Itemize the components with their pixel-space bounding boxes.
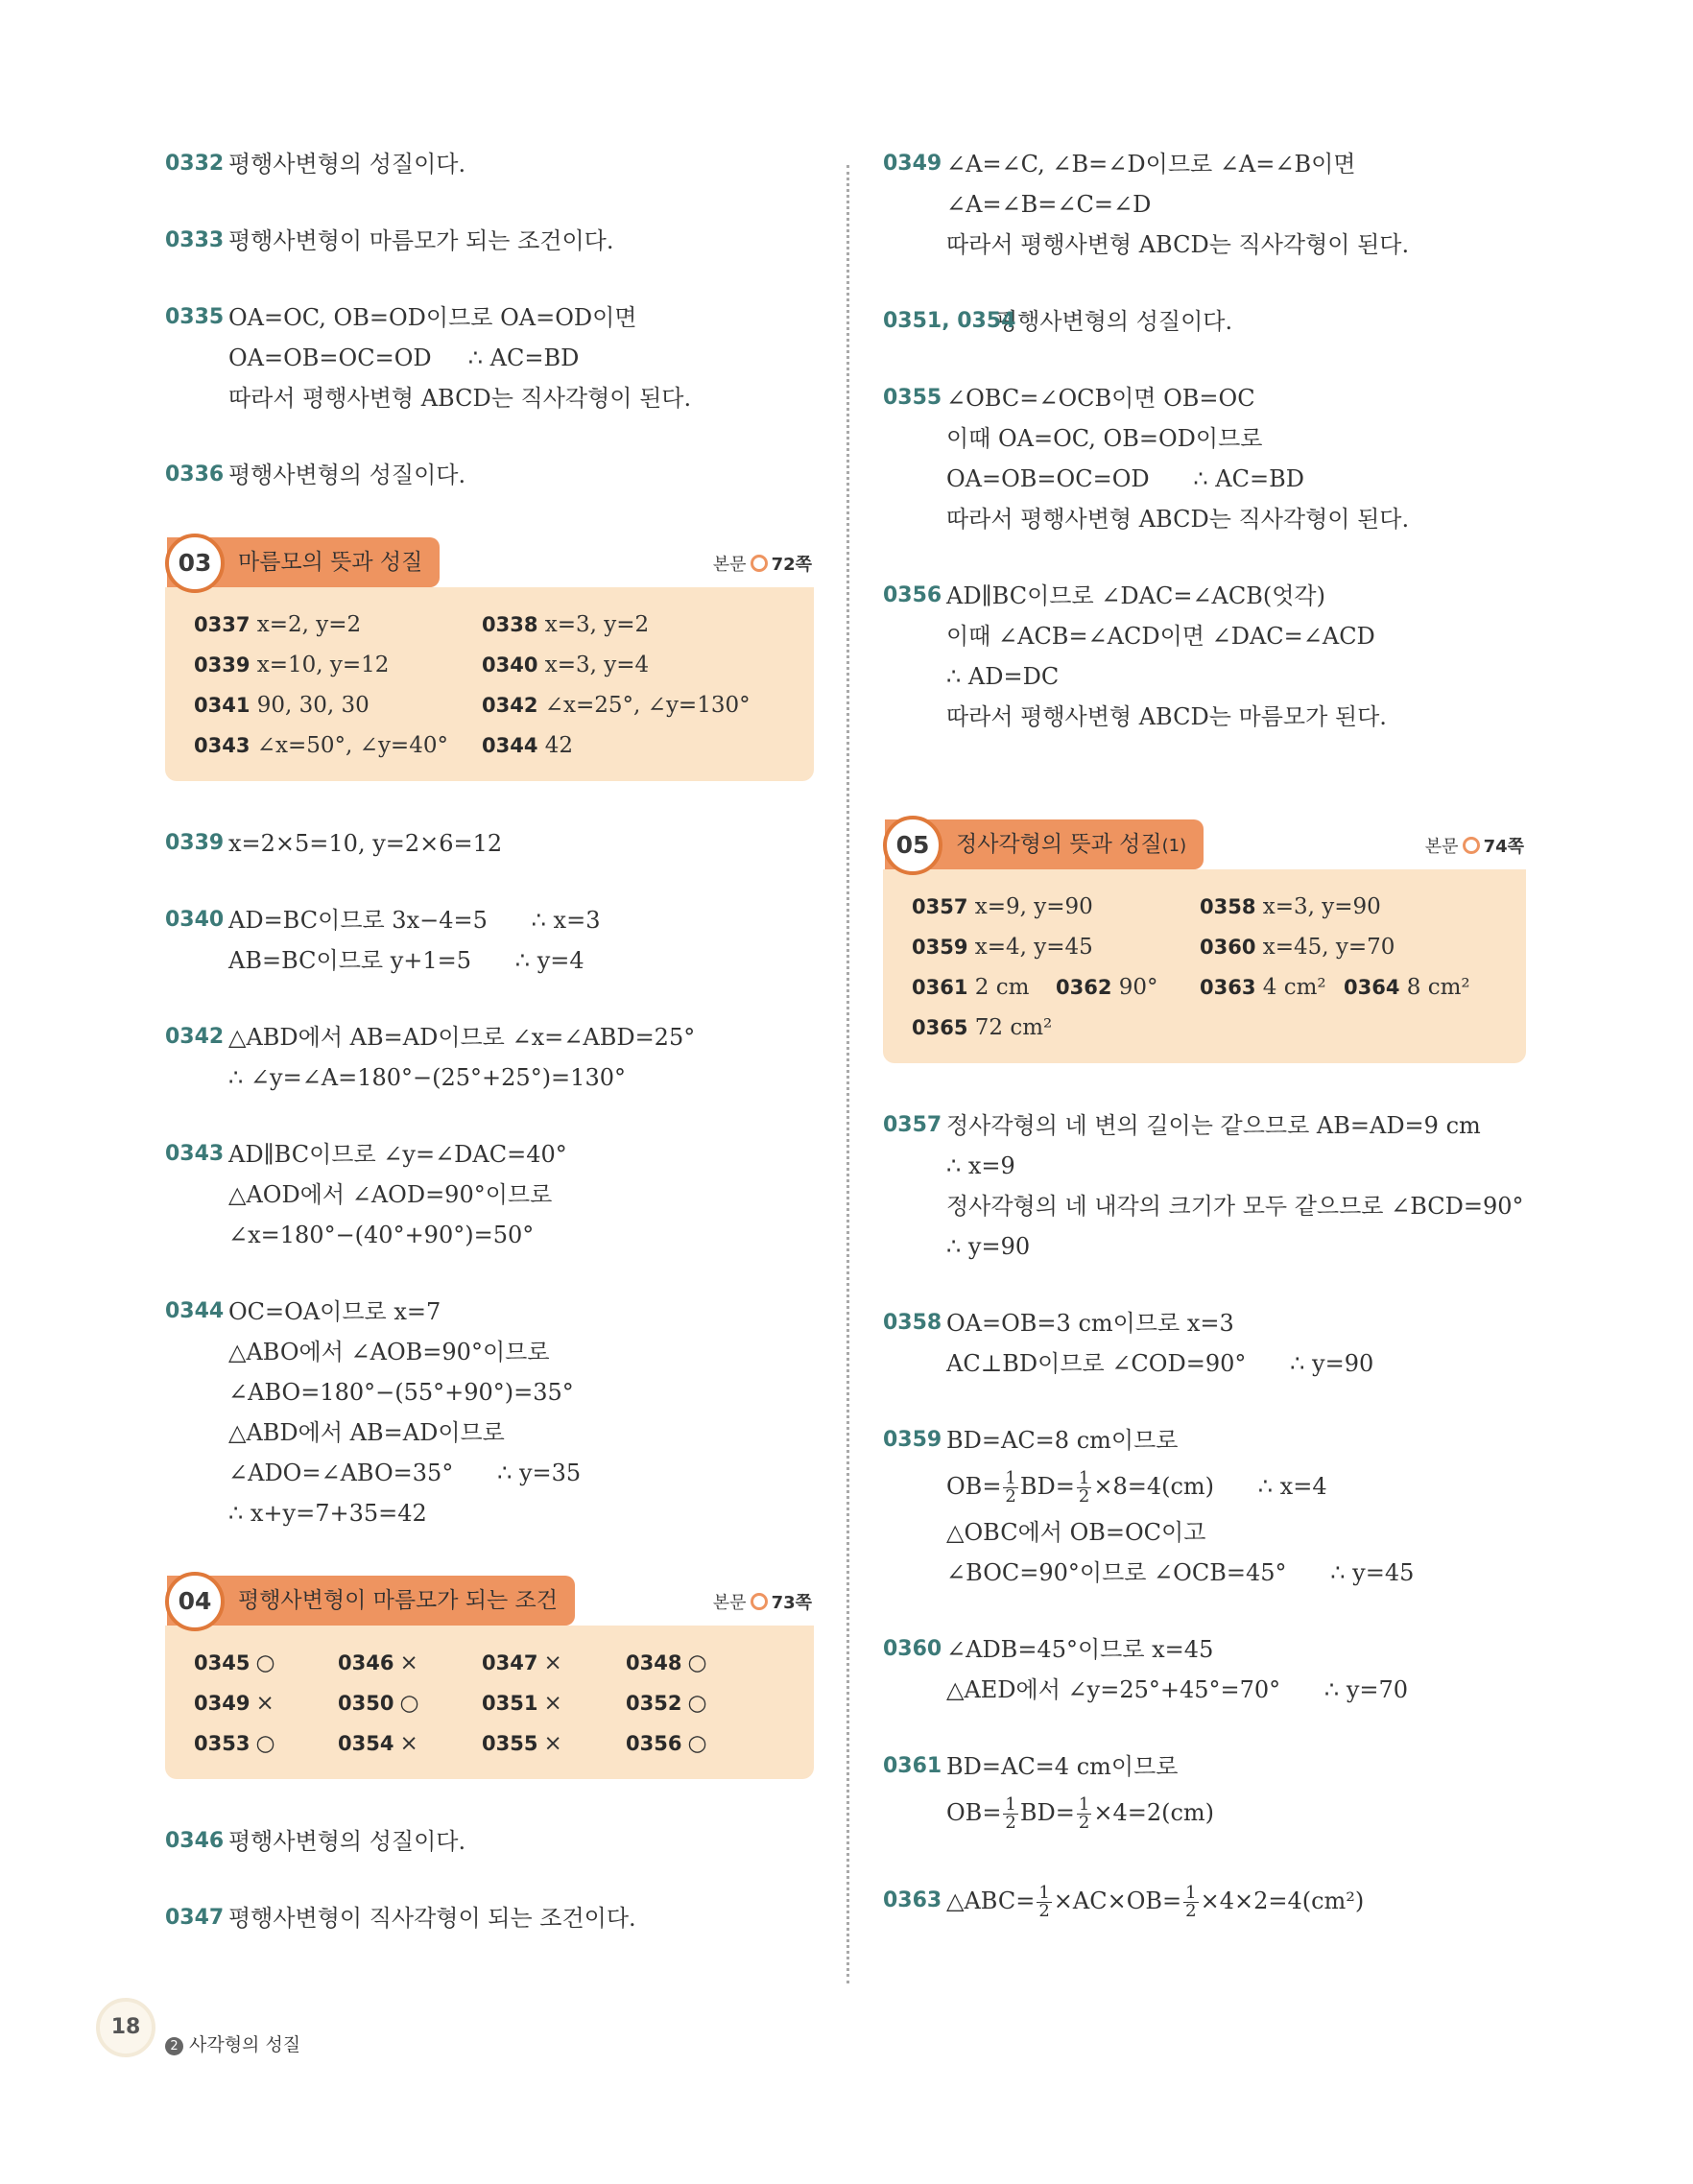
- solution-line: ∠A=∠C, ∠B=∠D이므로 ∠A=∠B이면: [946, 151, 1356, 178]
- ref-page: 72쪽: [771, 555, 812, 575]
- solution-entry: [165, 297, 814, 418]
- answer-box: [165, 587, 814, 781]
- answer-cell: 0348 ○: [626, 1650, 707, 1675]
- problem-number: 0336: [165, 463, 225, 487]
- page-reference: [713, 551, 812, 576]
- left-column: [165, 144, 814, 1975]
- solution-line: 따라서 평행사변형 ABCD는 직사각형이 된다.: [228, 385, 692, 412]
- solution-line: △ABD에서 AB=AD이므로: [228, 1419, 505, 1446]
- solution-entry: [883, 1746, 1526, 1839]
- answer-cell: 0343 ∠x=50°, ∠y=40°: [194, 733, 448, 758]
- solution-entry: [165, 455, 814, 495]
- solution-line: OA=OB=3 cm이므로 x=3: [946, 1310, 1234, 1337]
- solution-entry: [883, 1420, 1526, 1593]
- solution-line: 평행사변형의 성질이다.: [228, 462, 466, 488]
- answer-cell: 0358 x=3, y=90: [1200, 894, 1381, 919]
- answer-cell: 0342 ∠x=25°, ∠y=130°: [482, 693, 751, 718]
- solution-line: 정사각형의 네 내각의 크기가 모두 같으므로 ∠BCD=90°: [946, 1193, 1524, 1220]
- section-05: [883, 819, 1526, 1063]
- problem-number: 0351, 0354: [883, 309, 1016, 333]
- solution-line: 이때 ∠ACB=∠ACD이면 ∠DAC=∠ACD: [946, 623, 1375, 650]
- answer-cell: 0360 x=45, y=70: [1200, 935, 1395, 960]
- solution-line: ∴ ∠y=∠A=180°−(25°+25°)=130°: [228, 1064, 626, 1091]
- problem-number: 0344: [165, 1299, 225, 1323]
- section-04: [165, 1576, 814, 1779]
- answer-cell: 0359 x=4, y=45: [912, 935, 1093, 960]
- solution-entry: [883, 576, 1526, 737]
- solution-line: BD=AC=4 cm이므로: [946, 1753, 1179, 1780]
- answer-cell: 0339 x=10, y=12: [194, 653, 390, 677]
- answer-cell: 0356 ○: [626, 1731, 707, 1756]
- solution-entry: [883, 1629, 1526, 1710]
- solution-entry: [883, 1303, 1526, 1384]
- solution-line: x=2×5=10, y=2×6=12: [228, 830, 503, 857]
- answer-box: [165, 1626, 814, 1779]
- answer-cell: 0351 ×: [482, 1691, 562, 1716]
- answer-cell: 0349 ×: [194, 1691, 274, 1716]
- fraction: $\frac{1}{2}$: [1078, 1794, 1090, 1833]
- solution-line: OC=OA이므로 x=7: [228, 1298, 441, 1325]
- problem-number: 0363: [883, 1888, 942, 1912]
- answer-cell: 0337 x=2, y=2: [194, 612, 362, 637]
- solution-line: △ABC= $\frac{1}{2}$ ×AC×OB= $\frac{1}{2}$ ×4×2=4(cm²): [946, 1883, 1365, 1921]
- solution-line: ∠ADB=45°이므로 x=45: [946, 1636, 1214, 1663]
- problem-number: 0360: [883, 1637, 942, 1661]
- solution-line: 평행사변형이 마름모가 되는 조건이다.: [228, 227, 614, 254]
- solution-line: 따라서 평행사변형 ABCD는 직사각형이 된다.: [946, 231, 1410, 258]
- problem-number: 0355: [883, 386, 942, 410]
- problem-number: 0343: [165, 1142, 225, 1166]
- solution-line: AD=BC이므로 3x−4=5 ∴ x=3: [228, 907, 601, 934]
- solution-line: △AOD에서 ∠AOD=90°이므로: [228, 1181, 553, 1208]
- problem-number: 0332: [165, 152, 225, 176]
- section-title: 평행사변형이 마름모가 되는 조건: [167, 1576, 575, 1626]
- section-03: [165, 537, 814, 781]
- section-number: 04: [165, 1572, 225, 1631]
- section-header: [165, 1576, 814, 1629]
- solution-line: OB= $\frac{1}{2}$ BD= $\frac{1}{2}$ ×8=4(cm) ∴ x=4: [946, 1468, 1327, 1507]
- solution-line: ∴ AD=DC: [946, 663, 1060, 690]
- solution-line: ∠A=∠B=∠C=∠D: [946, 191, 1152, 218]
- answer-box: [883, 869, 1526, 1063]
- solution-line: OB= $\frac{1}{2}$ BD= $\frac{1}{2}$ ×4=2(cm): [946, 1794, 1215, 1833]
- solution-line: BD=AC=8 cm이므로: [946, 1427, 1179, 1454]
- problem-number: 0346: [165, 1829, 225, 1853]
- ref-label: 본문: [1424, 837, 1459, 857]
- solution-line: 정사각형의 네 변의 길이는 같으므로 AB=AD=9 cm: [946, 1112, 1481, 1139]
- fraction: $\frac{1}{2}$: [1078, 1468, 1090, 1507]
- solution-line: △AED에서 ∠y=25°+45°=70° ∴ y=70: [946, 1676, 1409, 1703]
- ref-label: 본문: [712, 555, 747, 575]
- fraction: $\frac{1}{2}$: [1038, 1883, 1050, 1921]
- section-title: 마름모의 뜻과 성질: [167, 537, 440, 587]
- ref-page: 73쪽: [771, 1593, 812, 1613]
- problem-number: 0340: [165, 908, 225, 932]
- problem-number: 0361: [883, 1754, 942, 1778]
- chapter-title: 사각형의 성질: [189, 2034, 301, 2055]
- problem-number: 0335: [165, 305, 225, 329]
- right-column: [883, 144, 1526, 1963]
- solution-entry: [165, 1292, 814, 1533]
- section-header: [883, 819, 1526, 873]
- solution-line: △OBC에서 OB=OC이고: [946, 1519, 1206, 1546]
- fraction: $\frac{1}{2}$: [1005, 1794, 1016, 1833]
- solution-entry: [883, 301, 1526, 342]
- solution-entry: [165, 1898, 814, 1938]
- solution-entry: [165, 1017, 814, 1098]
- answer-cell: 0361 2 cm 0362 90°: [912, 975, 1158, 1000]
- page-reference: [1425, 833, 1524, 858]
- solution-line: ∴ x=9: [946, 1152, 1015, 1179]
- solution-entry: [165, 144, 814, 184]
- solution-line: AD∥BC이므로 ∠y=∠DAC=40°: [228, 1141, 567, 1168]
- page-reference: [713, 1589, 812, 1614]
- answer-cell: 0341 90, 30, 30: [194, 693, 370, 718]
- solution-line: OA=OB=OC=OD ∴ AC=BD: [946, 465, 1304, 492]
- problem-number: 0342: [165, 1025, 225, 1049]
- solution-line: ∠ADO=∠ABO=35° ∴ y=35: [228, 1460, 582, 1486]
- solution-entry: [165, 221, 814, 261]
- section-header: [165, 537, 814, 591]
- solution-line: △ABD에서 AB=AD이므로 ∠x=∠ABD=25°: [228, 1024, 696, 1051]
- answer-cell: 0350 ○: [338, 1691, 419, 1716]
- solution-line: 이때 OA=OC, OB=OD이므로: [946, 425, 1263, 452]
- problem-number: 0339: [165, 831, 225, 855]
- answer-cell: 0340 x=3, y=4: [482, 653, 650, 677]
- solution-line: OA=OB=OC=OD ∴ AC=BD: [228, 344, 580, 371]
- answer-cell: 0363 4 cm² 0364 8 cm²: [1200, 975, 1470, 1000]
- chapter-label: [165, 2030, 300, 2056]
- solution-line: ∠x=180°−(40°+90°)=50°: [228, 1222, 535, 1248]
- solution-line: AC⊥BD이므로 ∠COD=90° ∴ y=90: [946, 1350, 1374, 1377]
- section-title: 정사각형의 뜻과 성질(1): [885, 819, 1204, 869]
- problem-number: 0359: [883, 1428, 942, 1452]
- answer-cell: 0346 ×: [338, 1650, 418, 1675]
- solution-entry: [165, 900, 814, 981]
- answer-cell: 0347 ×: [482, 1650, 562, 1675]
- answer-cell: 0357 x=9, y=90: [912, 894, 1093, 919]
- answer-cell: 0354 ×: [338, 1731, 418, 1756]
- answer-cell: 0344 42: [482, 733, 574, 758]
- solution-line: △ABO에서 ∠AOB=90°이므로: [228, 1339, 550, 1365]
- problem-number: 0347: [165, 1906, 225, 1930]
- solution-line: ∠OBC=∠OCB이면 OB=OC: [946, 385, 1255, 412]
- solution-line: OA=OC, OB=OD이므로 OA=OD이면: [228, 304, 637, 331]
- solution-line: 평행사변형의 성질이다.: [995, 308, 1233, 335]
- problem-number: 0358: [883, 1311, 942, 1335]
- section-number: 03: [165, 534, 225, 593]
- ref-page: 74쪽: [1483, 837, 1524, 857]
- solution-entry: [883, 144, 1526, 265]
- solution-entry: [883, 1875, 1526, 1927]
- solution-line: 평행사변형의 성질이다.: [228, 151, 466, 178]
- solution-entry: [883, 1105, 1526, 1267]
- problem-number: 0333: [165, 228, 225, 252]
- problem-number: 0356: [883, 583, 942, 607]
- solution-line: ∴ x+y=7+35=42: [228, 1500, 427, 1527]
- problem-number: 0349: [883, 152, 942, 176]
- problem-number: 0357: [883, 1113, 942, 1137]
- solution-line: ∴ y=90: [946, 1233, 1031, 1260]
- column-divider: [846, 165, 849, 1983]
- page-number: 18: [96, 1998, 155, 2057]
- answer-cell: 0355 ×: [482, 1731, 562, 1756]
- solution-line: ∠ABO=180°−(55°+90°)=35°: [228, 1379, 574, 1406]
- fraction: $\frac{1}{2}$: [1185, 1883, 1197, 1921]
- ref-label: 본문: [712, 1593, 747, 1613]
- solution-line: 평행사변형이 직사각형이 되는 조건이다.: [228, 1905, 636, 1932]
- answer-cell: 0338 x=3, y=2: [482, 612, 650, 637]
- solution-line: 평행사변형의 성질이다.: [228, 1828, 466, 1855]
- section-number: 05: [883, 816, 942, 875]
- fraction: $\frac{1}{2}$: [1005, 1468, 1016, 1507]
- chapter-number: 2: [165, 2037, 183, 2055]
- solution-entry: [165, 1821, 814, 1862]
- solution-line: AB=BC이므로 y+1=5 ∴ y=4: [228, 947, 584, 974]
- solution-entry: [165, 1134, 814, 1255]
- solution-entry: [165, 823, 814, 864]
- answer-cell: 0365 72 cm²: [912, 1015, 1053, 1040]
- answer-cell: 0352 ○: [626, 1691, 707, 1716]
- ring-icon: [1463, 837, 1480, 854]
- solution-line: AD∥BC이므로 ∠DAC=∠ACB(엇각): [946, 582, 1325, 609]
- solution-line: 따라서 평행사변형 ABCD는 직사각형이 된다.: [946, 506, 1410, 533]
- solution-line: 따라서 평행사변형 ABCD는 마름모가 된다.: [946, 703, 1387, 730]
- answer-cell: 0345 ○: [194, 1650, 275, 1675]
- solution-line: ∠BOC=90°이므로 ∠OCB=45° ∴ y=45: [946, 1559, 1415, 1586]
- solution-entry: [883, 378, 1526, 539]
- ring-icon: [751, 1593, 768, 1610]
- answer-cell: 0353 ○: [194, 1731, 275, 1756]
- ring-icon: [751, 555, 768, 572]
